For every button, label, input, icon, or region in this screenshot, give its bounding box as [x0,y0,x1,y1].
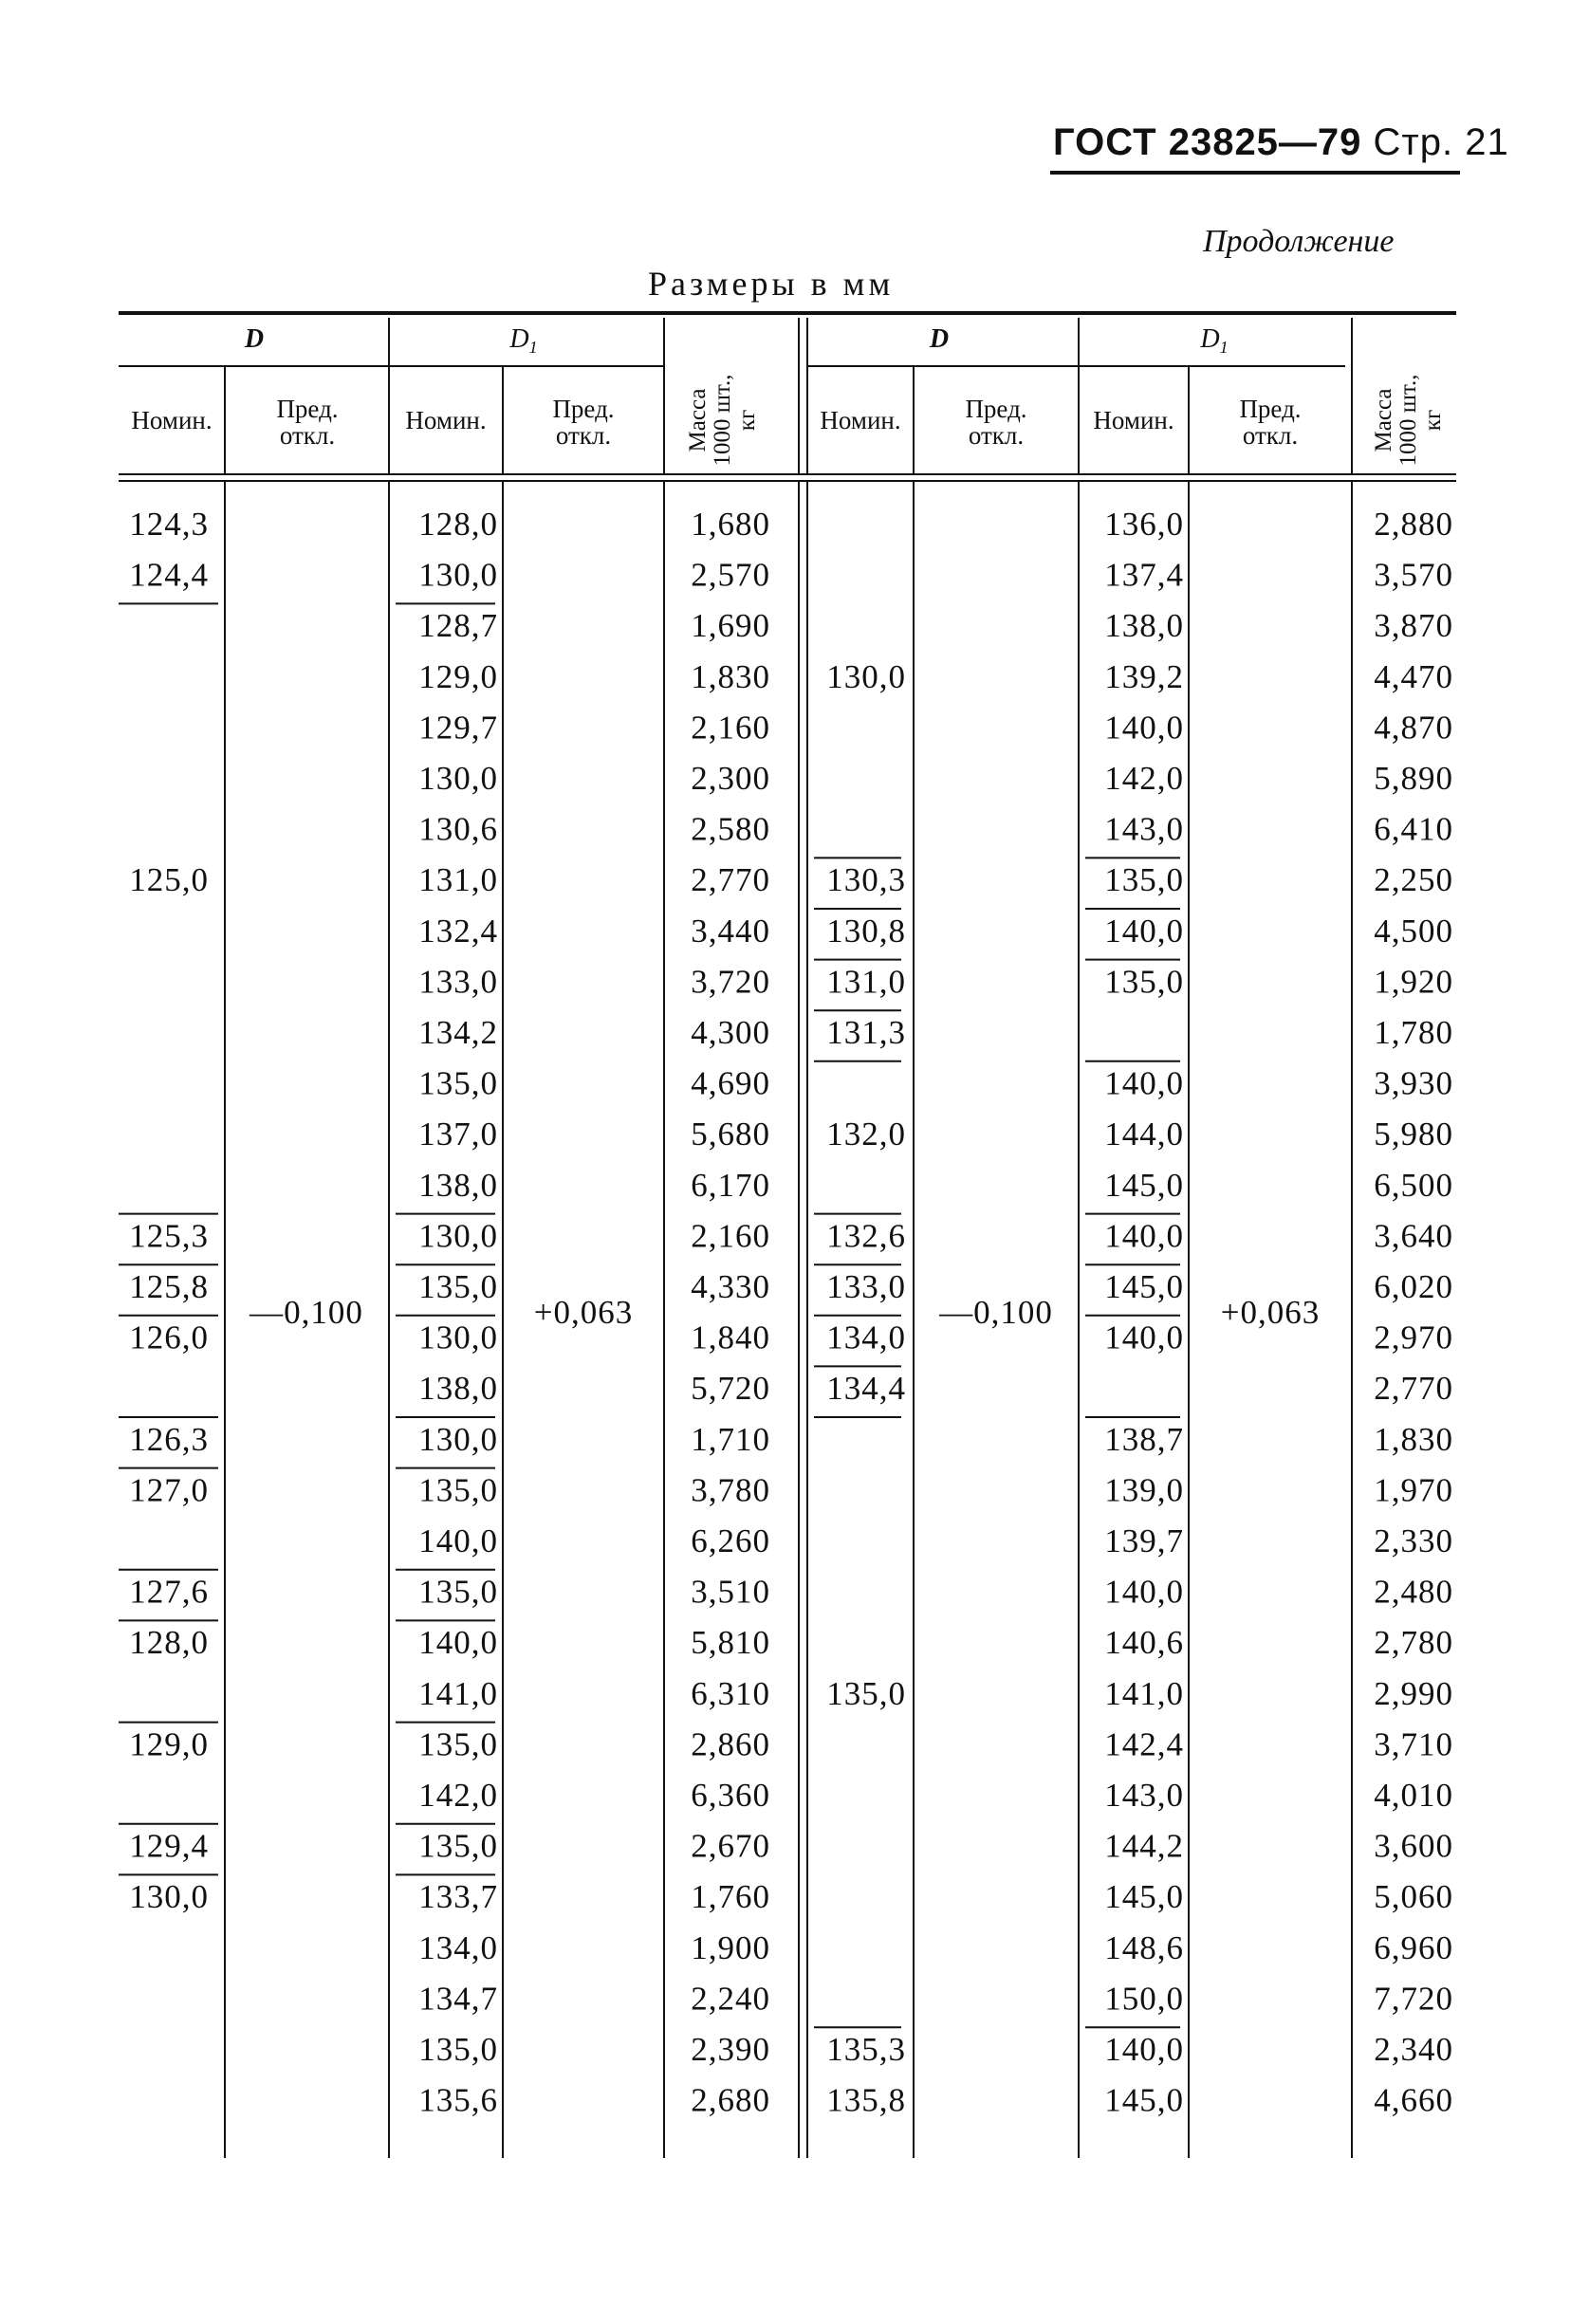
D1-nominal-cell: 140,0 [1104,1064,1184,1102]
D1-nominal-cell: 133,7 [418,1878,498,1916]
mass-cell: 7,720 [1374,1980,1453,2018]
D1-nominal-cell: 128,0 [418,506,498,543]
mass-cell: 6,410 [1374,810,1453,848]
D1-nominal-cell: 135,0 [1104,861,1184,899]
mass-cell: 2,340 [1374,2031,1453,2068]
D1-nominal-cell: 144,2 [1104,1827,1184,1865]
D1-nominal-cell: 138,0 [418,1166,498,1204]
mass-cell: 2,970 [1374,1319,1453,1356]
header-D1-left [508,324,537,357]
header-D-left: D [244,324,265,354]
D1-nominal-cell: 148,6 [1104,1928,1184,1966]
mass-cell: 4,690 [691,1064,770,1102]
mass-cell: 1,970 [1374,1471,1453,1509]
D-nominal-cell: 134,4 [826,1370,906,1408]
mass-cell: 2,770 [1374,1370,1453,1408]
D1-nominal-cell: 140,0 [1104,912,1184,950]
mass-cell: 4,330 [691,1268,770,1305]
D-nominal-cell: 127,0 [129,1471,209,1509]
D1-nominal-cell: 134,0 [418,1928,498,1966]
header-otkl: откл. [279,421,336,450]
D1-nominal-cell: 130,0 [418,760,498,797]
mass-cell: 5,810 [691,1624,770,1662]
header-D1-letter: D [1200,324,1220,354]
mass-cell: 6,500 [1374,1166,1453,1204]
D-nominal-cell: 124,4 [129,556,209,594]
header-mass-line2: 1000 шт., [1395,374,1421,467]
mass-cell: 4,470 [1374,657,1453,695]
mass-cell: 2,880 [1374,506,1453,543]
mass-cell: 2,780 [1374,1624,1453,1662]
D-nominal-cell: 128,0 [129,1624,209,1662]
mass-cell: 6,020 [1374,1268,1453,1305]
mass-cell: 3,640 [1374,1217,1453,1255]
D-nominal-cell: 130,3 [826,861,906,899]
D-nominal-cell: 131,0 [826,963,906,1001]
D1-nominal-cell: 142,4 [1104,1725,1184,1763]
header-nomin: Номин. [131,406,213,434]
D1-nominal-cell: 135,0 [1104,963,1184,1001]
header-mass-right [1371,374,1446,466]
mass-cell: 1,920 [1374,963,1453,1001]
D1-nominal-cell: 130,0 [418,1217,498,1255]
D1-nominal-cell: 142,0 [418,1777,498,1814]
D-deviation-cell: —0,100 [250,1293,363,1331]
D1-nominal-cell: 135,0 [418,1471,498,1509]
D-nominal-cell: 135,3 [826,2031,906,2068]
D-nominal-cell: 133,0 [826,1268,906,1305]
D1-nominal-cell: 130,6 [418,810,498,848]
mass-cell: 5,980 [1374,1116,1453,1153]
header-nomin: Номин. [820,406,901,434]
mass-cell: 4,870 [1374,709,1453,747]
units-caption: Размеры в мм [648,265,895,303]
D-nominal-cell: 129,0 [129,1725,209,1763]
mass-cell: 1,710 [691,1420,770,1458]
mass-cell: 3,510 [691,1573,770,1611]
mass-cell: 1,830 [691,657,770,695]
D1-nominal-cell: 136,0 [1104,506,1184,543]
header-D1-subscript: 1 [1219,338,1229,357]
D1-nominal-cell: 130,0 [418,556,498,594]
header-pred: Пред. [552,395,615,423]
D-nominal-cell: 132,0 [826,1116,906,1153]
header-pred: Пред. [276,395,339,423]
mass-cell: 1,690 [691,607,770,645]
mass-cell: 5,720 [691,1370,770,1408]
mass-cell: 2,160 [691,709,770,747]
D1-nominal-cell: 135,0 [418,2031,498,2068]
header-mass-left [685,374,760,466]
header-mass-line3: кг [1420,409,1446,432]
D1-nominal-cell: 140,0 [1104,2031,1184,2068]
header-mass-line1: Масса [1371,388,1396,452]
mass-cell: 2,860 [691,1725,770,1763]
D1-deviation-cell: +0,063 [1220,1293,1321,1331]
mass-cell: 3,600 [1374,1827,1453,1865]
D1-nominal-cell: 138,0 [1104,607,1184,645]
D-nominal-cell: 129,4 [129,1827,209,1865]
header-otkl: откл. [555,421,612,450]
mass-cell: 4,660 [1374,2081,1453,2119]
D1-deviation-cell: +0,063 [533,1293,634,1331]
D-nominal-cell: 132,6 [826,1217,906,1255]
D-nominal-cell: 134,0 [826,1319,906,1356]
D1-nominal-cell: 131,0 [418,861,498,899]
header-nomin: Номин. [405,406,487,434]
header-D1-letter: D [509,324,529,354]
D-nominal-cell: 125,3 [129,1217,209,1255]
header-D1-right [1199,324,1228,357]
D1-nominal-cell: 135,0 [418,1725,498,1763]
D1-nominal-cell: 128,7 [418,607,498,645]
D1-nominal-cell: 140,0 [1104,709,1184,747]
mass-cell: 4,010 [1374,1777,1453,1814]
mass-cell: 2,240 [691,1980,770,2018]
mass-cell: 2,670 [691,1827,770,1865]
header-otkl: откл. [968,421,1025,450]
D-nominal-cell: 124,3 [129,506,209,543]
header-pred: Пред. [965,395,1027,423]
D1-nominal-cell: 129,7 [418,709,498,747]
D1-nominal-cell: 129,0 [418,657,498,695]
mass-cell: 5,060 [1374,1878,1453,1916]
mass-cell: 6,310 [691,1674,770,1712]
mass-cell: 1,900 [691,1928,770,1966]
mass-cell: 6,360 [691,1777,770,1814]
D-nominal-cell: 125,0 [129,861,209,899]
header-otkl: откл. [1242,421,1299,450]
D1-nominal-cell: 133,0 [418,963,498,1001]
mass-cell: 2,390 [691,2031,770,2068]
mass-cell: 6,170 [691,1166,770,1204]
table-body [119,506,1453,2119]
mass-cell: 2,990 [1374,1674,1453,1712]
D1-nominal-cell: 145,0 [1104,1268,1184,1305]
D1-nominal-cell: 142,0 [1104,760,1184,797]
D1-nominal-cell: 130,0 [418,1420,498,1458]
D1-nominal-cell: 139,0 [1104,1471,1184,1509]
mass-cell: 3,870 [1374,607,1453,645]
D-deviation-cell: —0,100 [939,1293,1053,1331]
continuation-label: Продолжение [1203,224,1395,259]
D1-nominal-cell: 140,0 [418,1522,498,1559]
D1-nominal-cell: 135,0 [418,1573,498,1611]
D1-nominal-cell: 137,4 [1104,556,1184,594]
D1-nominal-cell: 143,0 [1104,1777,1184,1814]
mass-cell: 3,440 [691,912,770,950]
header-D1-subscript: 1 [528,338,538,357]
D1-nominal-cell: 132,4 [418,912,498,950]
mass-cell: 1,840 [691,1319,770,1356]
header-nomin: Номин. [1093,406,1174,434]
D1-nominal-cell: 145,0 [1104,2081,1184,2119]
page-number: Стр. 21 [1373,121,1509,163]
D1-nominal-cell: 150,0 [1104,1980,1184,2018]
D1-nominal-cell: 135,0 [418,1064,498,1102]
header-mass-line3: кг [734,409,760,432]
header-mass-line2: 1000 шт., [710,374,735,467]
D1-nominal-cell: 141,0 [1104,1674,1184,1712]
D-nominal-cell: 126,3 [129,1420,209,1458]
D1-nominal-cell: 140,0 [1104,1319,1184,1356]
mass-cell: 5,680 [691,1116,770,1153]
standard-number: ГОСТ 23825—79 [1053,121,1362,163]
D-nominal-cell: 126,0 [129,1319,209,1356]
D1-nominal-cell: 139,7 [1104,1522,1184,1559]
D1-nominal-cell: 140,0 [1104,1573,1184,1611]
D1-nominal-cell: 143,0 [1104,810,1184,848]
mass-cell: 3,570 [1374,556,1453,594]
mass-cell: 1,780 [1374,1014,1453,1051]
mass-cell: 3,710 [1374,1725,1453,1763]
D1-nominal-cell: 140,0 [1104,1217,1184,1255]
D1-nominal-cell: 140,6 [1104,1624,1184,1662]
mass-cell: 2,680 [691,2081,770,2119]
mass-cell: 5,890 [1374,760,1453,797]
header-pred: Пред. [1239,395,1302,423]
D1-nominal-cell: 145,0 [1104,1166,1184,1204]
D1-nominal-cell: 140,0 [418,1624,498,1662]
D1-nominal-cell: 138,0 [418,1370,498,1408]
mass-cell: 6,260 [691,1522,770,1559]
mass-cell: 1,760 [691,1878,770,1916]
D1-nominal-cell: 144,0 [1104,1116,1184,1153]
mass-cell: 3,720 [691,963,770,1001]
mass-cell: 2,570 [691,556,770,594]
D-nominal-cell: 135,0 [826,1674,906,1712]
D1-nominal-cell: 134,7 [418,1980,498,2018]
mass-cell: 2,580 [691,810,770,848]
D1-nominal-cell: 130,0 [418,1319,498,1356]
mass-cell: 2,770 [691,861,770,899]
mass-cell: 4,500 [1374,912,1453,950]
mass-cell: 2,300 [691,760,770,797]
mass-cell: 4,300 [691,1014,770,1051]
D-nominal-cell: 131,3 [826,1014,906,1051]
D1-nominal-cell: 135,0 [418,1268,498,1305]
D-nominal-cell: 130,8 [826,912,906,950]
D-nominal-cell: 130,0 [129,1878,209,1916]
D1-nominal-cell: 135,6 [418,2081,498,2119]
D1-nominal-cell: 139,2 [1104,657,1184,695]
D1-nominal-cell: 134,2 [418,1014,498,1051]
D1-nominal-cell: 138,7 [1104,1420,1184,1458]
mass-cell: 2,160 [691,1217,770,1255]
D-nominal-cell: 135,8 [826,2081,906,2119]
header-mass-line1: Масса [685,388,711,452]
D1-nominal-cell: 145,0 [1104,1878,1184,1916]
D-nominal-cell: 130,0 [826,657,906,695]
D1-nominal-cell: 141,0 [418,1674,498,1712]
header-D-right: D [929,324,950,354]
mass-cell: 2,250 [1374,861,1453,899]
mass-cell: 3,930 [1374,1064,1453,1102]
mass-cell: 3,780 [691,1471,770,1509]
mass-cell: 2,330 [1374,1522,1453,1559]
D-nominal-cell: 125,8 [129,1268,209,1305]
mass-cell: 1,830 [1374,1420,1453,1458]
D-nominal-cell: 127,6 [129,1573,209,1611]
mass-cell: 6,960 [1374,1928,1453,1966]
D1-nominal-cell: 137,0 [418,1116,498,1153]
mass-cell: 2,480 [1374,1573,1453,1611]
D1-nominal-cell: 135,0 [418,1827,498,1865]
mass-cell: 1,680 [691,506,770,543]
